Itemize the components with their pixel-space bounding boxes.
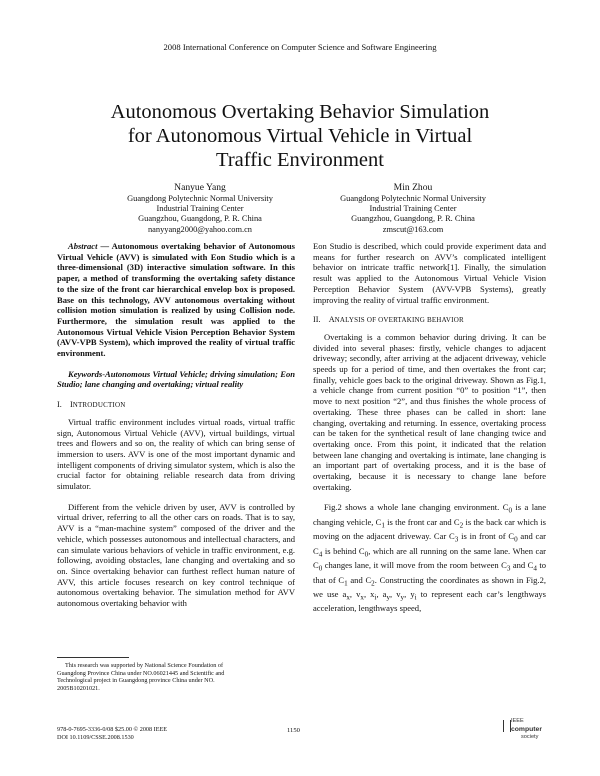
author-email: nanyyang2000@yahoo.com.cn [147,224,252,234]
keywords-label: Keywords- [68,368,106,379]
author-department: Industrial Training Center [369,204,457,214]
section-heading-rest: NTRODUCTION [72,401,126,410]
author-department: Industrial Training Center [156,204,244,214]
section-heading-initial: I [69,400,73,410]
computer-society-logo [497,718,541,740]
keywords [57,369,295,390]
conference-header: 2008 International Conference on Computer Science and Software Engineering [163,42,437,52]
body-paragraph: Virtual traffic environment includes virtual roads, virtual traffic sign, Autonomous Virtual Vehicle (AVV), virtual buildings, virtual trees and flowers and so on, the reality of which can bring sense of immersion to users. AVV is one of the most important dynamic and intelligent components of driving simulator system, which is also the crucial factor for obtaining reliable research data from driving simulator. [57,416,295,492]
footnote-line: Guangdong Province China under NO.06021445 and Scientific and [57,669,225,677]
logo-mark-icon [503,720,511,732]
author-block-1 [100,181,300,235]
author-location: Guangzhou, Guangdong, P. R. China [138,214,262,224]
page-number: 1150 [287,727,300,734]
footnote-line: This research was supported by National Science Foundation of [65,662,224,669]
abstract-label: Abstract [68,241,98,251]
title-line: for Autonomous Virtual Vehicle in Virtual [127,125,473,147]
body-paragraph: Eon Studio is described, which could provide experiment data and means for further research on AVV’s complicated intelligent behavior on intricate traffic network[1]. Finally, the simulation result was applied to the Autonomous Virtual Vehicle Vision Perception Behavior System (AVV-VPB Systems), greatly improving the reality of virtual traffic environment. [313,241,546,305]
author-name: Min Zhou [393,182,433,193]
abstract-dash: — [97,241,112,251]
right-column [313,241,546,614]
footnote-divider [57,657,129,658]
body-paragraph: Different from the vehicle driven by user, AVV is controlled by virtual driver, referring to all the other cars on roads. That is to say, AVV is a “man-machine system” composed of the driver and the vehicle, which possesses autonomous and intellectual characters, and can simulate various behaviors of vehicle in traffic environment, e.g. following, avoiding obstacles, lane changing and overtaking and so on. Since overtaking behavior can furthest reflect human nature of AVV, this article focuses research on key control technique of autonomous overtaking behavior. The simulation method for AVV autonomous overtaking behavior with [57,501,295,609]
footer-isbn: 978-0-7695-3336-0/08 $25.00 © 2008 IEEE [57,726,168,733]
title-line: Traffic Environment [216,149,384,171]
author-location: Guangzhou, Guangdong, P. R. China [351,214,475,224]
abstract [57,241,295,359]
section-heading-introduction [57,400,295,411]
abstract-text: Autonomous overtaking behavior of Autonomous Virtual Vehicle (AVV) is simulated with Eon Studio which is a three-dimensional (3D) interactive simulation software. In this paper, a method of transforming the overtaking safety distance to the size of the front car hierarchical envelop box is proposed. Base on this technology, AVV autonomous overtaking without collision motion simulation is realized by using Collision node. Furthermore, the simulation result was applied to the Autonomous Virtual Vehicle Vision Perception Behavior System (AVV-VPB System), which improved the reality of virtual traffic environment. [57,241,295,359]
footer-copyright [57,726,167,741]
footnote-line: 2005B10201021. [57,684,100,692]
footnote [57,662,307,692]
footnote-line: Technological project in Guangdong province China under NO. [57,677,215,685]
section-heading-rest: NALYSIS OF OVERTAKING BEHAVIOR [334,316,464,325]
section-number: I. [57,400,62,410]
keywords-text: Autonomous Virtual Vehicle; driving simulation; Eon Studio; lane changing and overtaking; virtual reality [57,368,295,390]
body-paragraph: Overtaking is a common behavior during driving. It can be divided into several phases: firstly, vehicle changes to adjacent driveway; secondly, after arriving at the adjacent driveway, vehicle speeds up for a period of time, and then overtakes the front car; finally, vehicle goes back to the original driveway. Shown as Fig.1, a vehicle change from current position “0” to position “1”, then move to next position “2”, and thus finishes the whole process of overtaking. These three phases can be called in short: lane changing, overtaking and returning. In essence, overtaking process can be taken for the synthetical result of lane changing twice and overtaking once. From this point, it indicated that the relation between lane changing and overtaking is intimate, lane changing is an important part of overtaking process, and it is the base of overtaking, because it is necessary to change lane before overtaking. [313,331,546,492]
body-paragraph-fig2: Fig.2 shows a whole lane changing environment. $C_0$ is a lane changing vehicle, $C_1$ is the front car and $C_2$ is the back car which is moving on the adjacent driveway. Car $C_3$ is in front of $C_0$ and car $C_4$ is behind $C_0$, which are all running on the same lane. When car $C_0$ changes lane, it will move from the room between $C_3$ and $C_4$ to that of $C_1$ and $C_2$. Constructing the coordinates as shown in Fig.2, we use $a_x$, $v_x$, $x_i$, $a_y$, $v_y$, $y_i$ to represent each car’s lengthways acceleration, lengthways speed, [313,502,547,614]
section-heading-analysis [313,315,546,326]
section-heading-initial: A [328,315,335,325]
logo-line-1: IEEE [511,718,524,724]
left-column [57,241,295,609]
logo-line-3: society [521,734,539,740]
footer-doi: DOI 10.1109/CSSE.2008.1530 [57,733,134,741]
author-affiliation: Guangdong Polytechnic Normal University [127,194,273,203]
title-line: Autonomous Overtaking Behavior Simulation [110,101,490,123]
author-affiliation: Guangdong Polytechnic Normal University [340,194,486,203]
author-name: Nanyue Yang [174,182,226,193]
logo-line-2: computer [511,726,542,733]
author-email: zmscut@163.com [382,224,444,234]
author-block-2 [313,181,513,235]
paper-title [0,100,600,172]
section-number: II. [313,315,321,325]
